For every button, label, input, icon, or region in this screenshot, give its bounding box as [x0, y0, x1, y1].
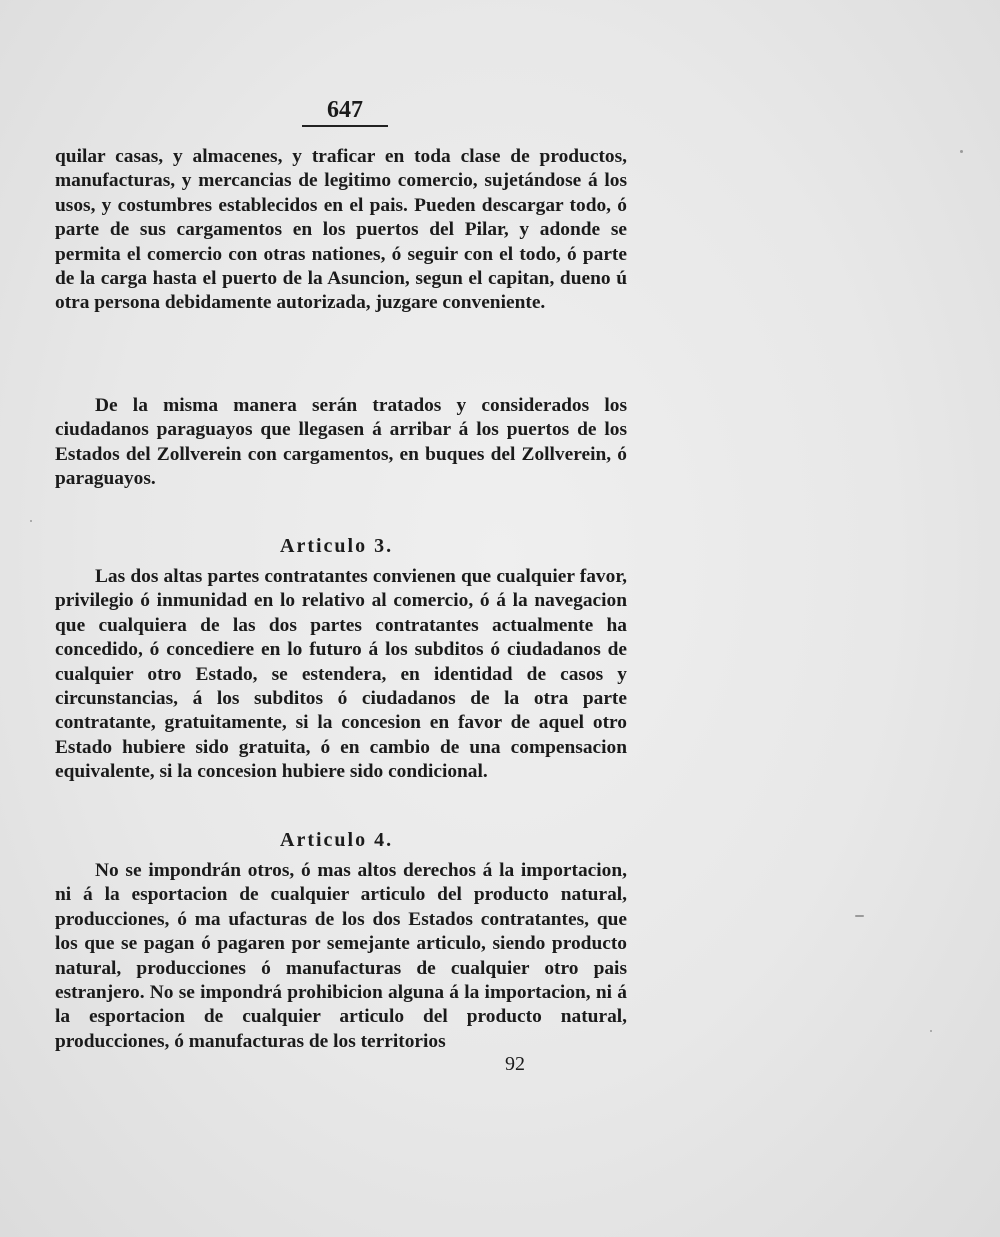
paper-speck [930, 1030, 932, 1032]
paragraph-paraguayan-citizens: De la misma manera serán tratados y considerados los ciudadanos paraguayos que llegasen á arribar á los puertos de los Estados del Zollverein con cargamentos, en buques del Zollverein, ó paraguayos. [55, 395, 627, 490]
paragraph-articulo-3: Las dos altas partes contratantes convienen que cualquier favor, privilegio ó inmunidad en lo relativo al comercio, ó á la navegacion que cualquiera de las dos partes contratantes actualmente ha concedido, ó concediere en lo futuro á los subditos ó ciudadanos de cualquier otro Estado, se estendera, en identidad de casos y circunstancias, á los subditos ó ciudadanos de la otra parte contratante, gratuitamente, si la concesion en favor de aquel otro Estado hubiere sido gratuita, ó en cambio de una compensacion equivalente, si la concesion hubiere sido condicional. [55, 566, 627, 783]
paper-speck [30, 520, 32, 522]
paragraph-articulo-4: No se impondrán otros, ó mas altos derechos á la importacion, ni á la esportacion de cualquier articulo del producto natural, producciones, ó ma ufacturas de los dos Estados contratantes, que los que se pagan ó pagaren por semejante articulo, siendo producto natural, producciones ó manufacturas de cualquier otro pais estranjero. No se impondrá prohibicion alguna á la importacion, ni á la esportacion de cualquier articulo del producto natural, producciones, ó manufacturas de los territorios [55, 860, 627, 1052]
page-number: 647 [327, 97, 363, 123]
printer-signature-mark: 92 [505, 1053, 525, 1075]
heading-articulo-3: Articulo 3. [280, 535, 394, 557]
paper-speck [855, 915, 864, 917]
paragraph-continuation: quilar casas, y almacenes, y traficar en toda clase de productos, manufacturas, y mercancias de legitimo comercio, sujetándose á los usos, y costumbres establecidos en el pais. Pueden descargar todo, ó parte de sus cargamentos en los puertos del Pilar, y adonde se permita el comercio con otras nationes, ó seguir con el todo, ó parte de la carga hasta el puerto de la Asuncion, segun el capitan, dueno ú otra persona debidamente autorizada, juzgare conveniente. [55, 146, 627, 314]
paper-speck [960, 150, 963, 153]
heading-articulo-4: Articulo 4. [280, 829, 394, 851]
header-rule [302, 125, 388, 127]
